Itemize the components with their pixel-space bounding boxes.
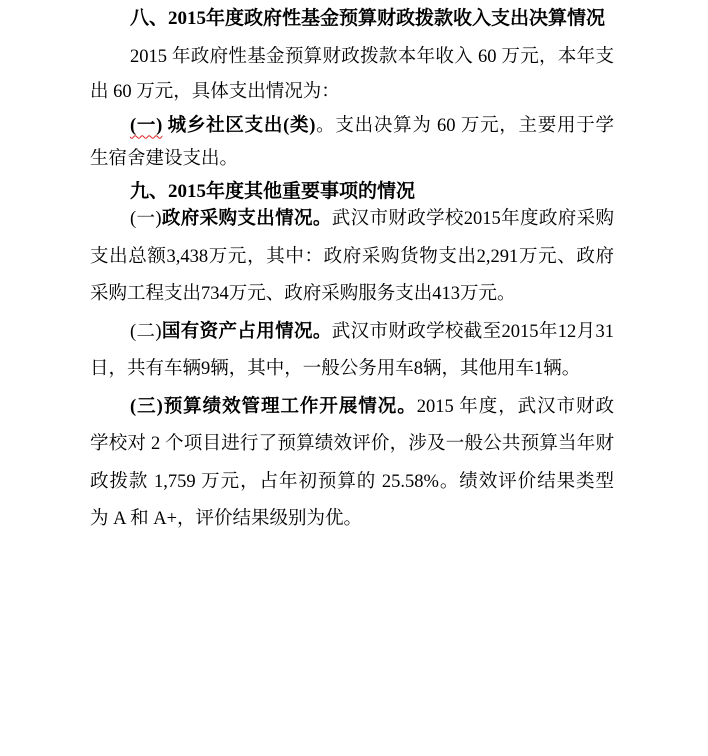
paragraph-state-assets	[90, 314, 614, 389]
paragraph-line	[90, 276, 614, 314]
paragraph-performance-management	[90, 389, 614, 539]
section-heading: 九、2015年度其他重要事项的情况	[130, 181, 416, 202]
paragraph-line	[90, 501, 614, 539]
paragraph-text: 2015 年度，武汉市财政	[416, 396, 614, 417]
paragraph-government-procurement	[90, 201, 614, 314]
paragraph-text: 武汉市财政学校2015年度政府采购	[331, 209, 614, 229]
paragraph-line	[90, 110, 614, 143]
paragraph-line	[90, 201, 614, 239]
paragraph-text: 学校对 2 个项目进行了预算绩效评价，涉及一般公共预算当年财	[90, 434, 614, 454]
paragraph-text: 日，共有车辆9辆，其中，一般公务用车8辆，其他用车1辆。	[90, 359, 581, 379]
paragraph-text: 。支出决算为 60 万元，主要用于学	[315, 115, 614, 136]
item-title: 城乡社区支出(类)	[162, 115, 316, 136]
paragraph-text: 生宿舍建设支出。	[90, 148, 239, 169]
item-number: (二)	[130, 321, 162, 342]
section-heading: 八、2015年度政府性基金预算财政拨款收入支出决算情况	[130, 8, 606, 29]
paragraph-text: 为 A 和 A+，评价结果级别为优。	[90, 509, 363, 529]
paragraph-text: 2015 年政府性基金预算财政拨款本年收入 60 万元，本年支	[130, 46, 614, 67]
paragraph-text: 政拨款 1,759 万元，占年初预算的 25.58%。绩效评价结果类型	[90, 471, 614, 492]
paragraph-line	[90, 464, 614, 502]
paragraph-urban-rural-expenditure	[90, 110, 614, 176]
section-9	[90, 179, 614, 539]
paragraph-line	[90, 239, 614, 277]
paragraph-fund-summary	[90, 40, 614, 110]
paragraph-line	[90, 75, 614, 110]
document-page	[90, 0, 614, 539]
paragraph-line	[90, 351, 614, 389]
section-8	[90, 6, 614, 176]
item-title: 国有资产占用情况。	[161, 321, 332, 342]
item-title: (三)预算绩效管理工作开展情况。	[130, 396, 417, 417]
paragraph-line	[90, 143, 614, 176]
item-number: (一)	[130, 115, 163, 136]
paragraph-line	[90, 389, 614, 427]
item-title: 政府采购支出情况。	[161, 209, 332, 229]
paragraph-text: 武汉市财政学校截至2015年12月31	[331, 321, 614, 342]
paragraph-line	[90, 40, 614, 75]
paragraph-line	[90, 426, 614, 464]
paragraph-line	[90, 314, 614, 352]
paragraph-text: 支出总额3,438万元，其中：政府采购货物支出2,291万元、政府	[90, 246, 614, 267]
paragraph-text: 采购工程支出734万元、政府采购服务支出413万元。	[90, 284, 516, 304]
paragraph-text: 出 60 万元，具体支出情况为：	[90, 81, 340, 102]
item-number: (一)	[130, 209, 162, 229]
